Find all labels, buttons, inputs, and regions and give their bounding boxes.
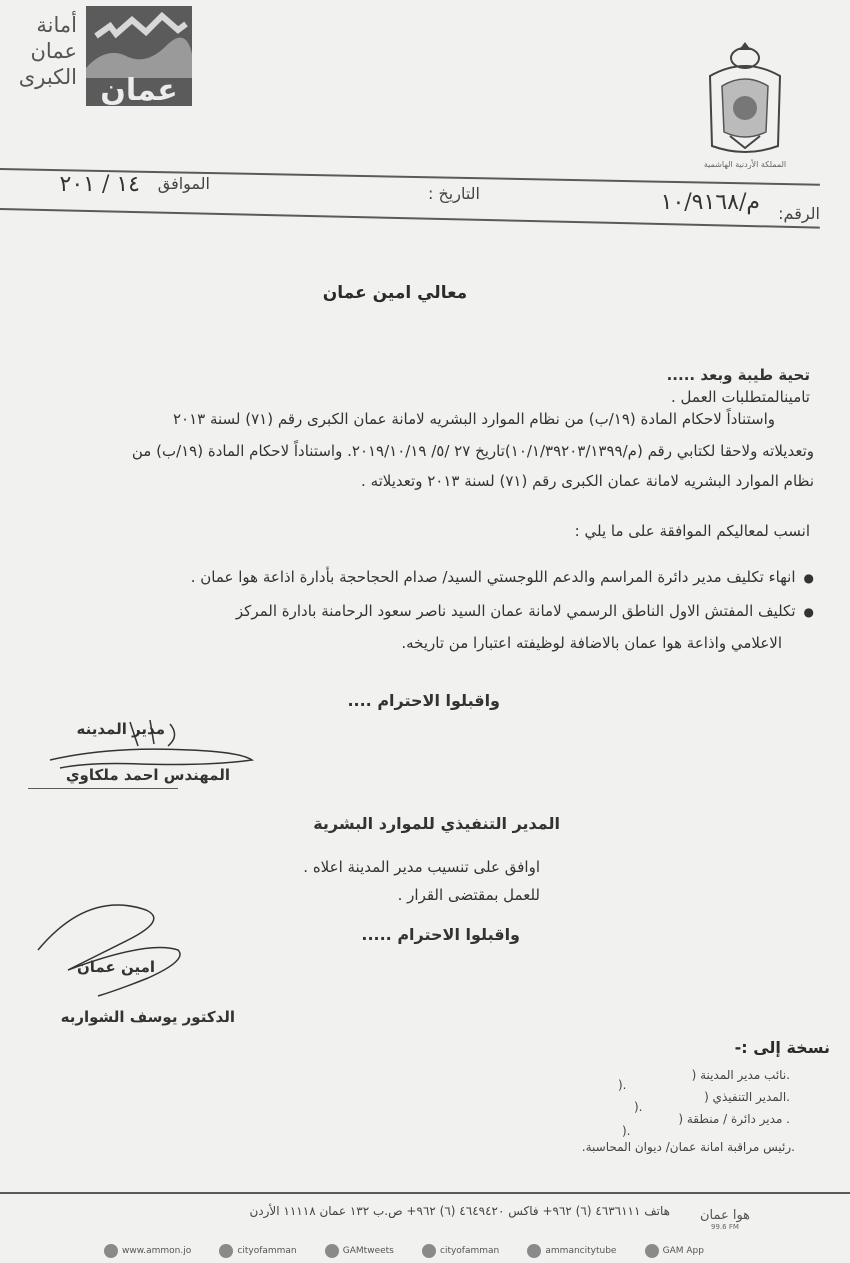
social-bar bbox=[104, 1244, 704, 1258]
signature-2-icon bbox=[28, 900, 198, 1000]
bullet-item: ●انهاء تكليف مدير دائرة المراسم والدعم اللوجستي السيد/ صدام الحجاحجة بأدارة اذاعة هوا عمان . bbox=[190, 568, 814, 586]
youtube-icon bbox=[527, 1244, 541, 1258]
addressee: معالي امين عمان bbox=[322, 283, 468, 303]
sig1-title: مدير المدينه bbox=[76, 720, 165, 738]
closing: واقبلوا الاحترام .... bbox=[347, 691, 500, 710]
sig1-name: المهندس احمد ملكاوي bbox=[65, 766, 230, 784]
social-item[interactable]: GAMtweets bbox=[325, 1244, 394, 1258]
social-item[interactable]: cityofamman bbox=[422, 1244, 499, 1258]
app-icon bbox=[645, 1244, 659, 1258]
bullet-item: ●تكليف المفتش الاول الناطق الرسمي لامانة عمان السيد ناصر سعود الرحامنة بادارة المركز bbox=[235, 602, 814, 620]
body-line: تامينالمتطلبات العمل . bbox=[671, 388, 810, 406]
social-item[interactable]: ammancitytube bbox=[527, 1244, 616, 1258]
closing-2: واقبلوا الاحترام ..... bbox=[361, 925, 520, 944]
section-head: المدير التنفيذي للموارد البشرية bbox=[313, 814, 560, 833]
hijri-label: الموافق bbox=[157, 174, 210, 193]
hijri-value: ١٤ / ٢٠١ bbox=[59, 172, 140, 197]
copies-heading: نسخة إلى :- bbox=[734, 1038, 830, 1057]
sig2-name: الدكتور يوسف الشواربه bbox=[60, 1008, 235, 1026]
copy-item-close: ). bbox=[618, 1078, 627, 1092]
body-line: وتعديلاته ولاحقا لكتابي رقم (م/١٠/١/٣٩٢٠٣/١٣٩٩)تاريخ ٢٧ /٥/ ٢٠١٩/١٠/١٩. واستناداً لاحكام المادة (١٩/ب) من bbox=[131, 442, 814, 460]
request-line: انسب لمعاليكم الموافقة على ما يلي : bbox=[574, 522, 810, 540]
greeting: تحية طيبة وبعد ..... bbox=[666, 366, 810, 384]
footer-rule bbox=[0, 1192, 850, 1194]
facebook-icon bbox=[219, 1244, 233, 1258]
radio-logo bbox=[680, 1208, 770, 1231]
body-line: نظام الموارد البشريه لامانة عمان الكبرى رقم (٧١) لسنة ٢٠١٣ وتعديلاته . bbox=[361, 472, 814, 490]
gam-logo-text: أمانة عمان الكبرى bbox=[18, 13, 77, 89]
globe-icon bbox=[104, 1244, 118, 1258]
copy-item: . مدير دائرة / منطقة ( bbox=[678, 1112, 790, 1126]
crest-caption: المملكة الأردنية الهاشمية bbox=[703, 160, 787, 169]
copy-item: .نائب مدير المدينة ( bbox=[691, 1068, 790, 1082]
sig1-underline bbox=[28, 788, 178, 789]
approval-line: للعمل بمقتضى القرار . bbox=[397, 886, 540, 904]
social-item[interactable]: cityofamman bbox=[219, 1244, 296, 1258]
sig2-title: امين عمان bbox=[76, 958, 155, 976]
royal-crest-icon bbox=[700, 36, 790, 162]
footer-contact: هاتف ٤٦٣٦١١١ (٦) ٩٦٢+ فاكس ٤٦٤٩٤٢٠ (٦) ٩٦٢+ ص.ب ١٣٢ عمان ١١١١٨ الأردن bbox=[249, 1204, 670, 1218]
gam-logo-icon bbox=[86, 6, 192, 106]
radio-logo-sub: 99.6 FM bbox=[711, 1223, 739, 1231]
date-label: التاريخ : bbox=[427, 184, 480, 203]
copy-item: .رئيس مراقبة امانة عمان/ ديوان المحاسبة. bbox=[581, 1140, 795, 1154]
ref-label: الرقم: bbox=[778, 204, 820, 223]
approval-line: اوافق على تنسيب مدير المدينة اعلاه . bbox=[303, 858, 540, 876]
bullet-continuation: الاعلامي واذاعة هوا عمان بالاضافة لوظيفته اعتبارا من تاريخه. bbox=[401, 634, 782, 652]
copy-item: .المدير التنفيذي ( bbox=[704, 1090, 790, 1104]
copy-item-close: ). bbox=[622, 1124, 631, 1138]
copy-item-close: ). bbox=[634, 1100, 643, 1114]
ref-value: م/١٠/٩١٦٨ bbox=[660, 190, 760, 215]
bullet-dot: ● bbox=[803, 571, 814, 585]
instagram-icon bbox=[422, 1244, 436, 1258]
twitter-icon bbox=[325, 1244, 339, 1258]
radio-logo-text: هوا عمان bbox=[699, 1208, 751, 1223]
bullet-dot: ● bbox=[803, 605, 814, 619]
body-line: واستناداً لاحكام المادة (١٩/ب) من نظام الموارد البشريه لامانة عمان الكبرى رقم (٧١) لسنة ٢٠١٣ bbox=[172, 410, 775, 428]
social-item[interactable]: GAM App bbox=[645, 1244, 704, 1258]
gam-logo-mark-text: عمان bbox=[100, 73, 178, 106]
social-item[interactable]: www.ammon.jo bbox=[104, 1244, 191, 1258]
